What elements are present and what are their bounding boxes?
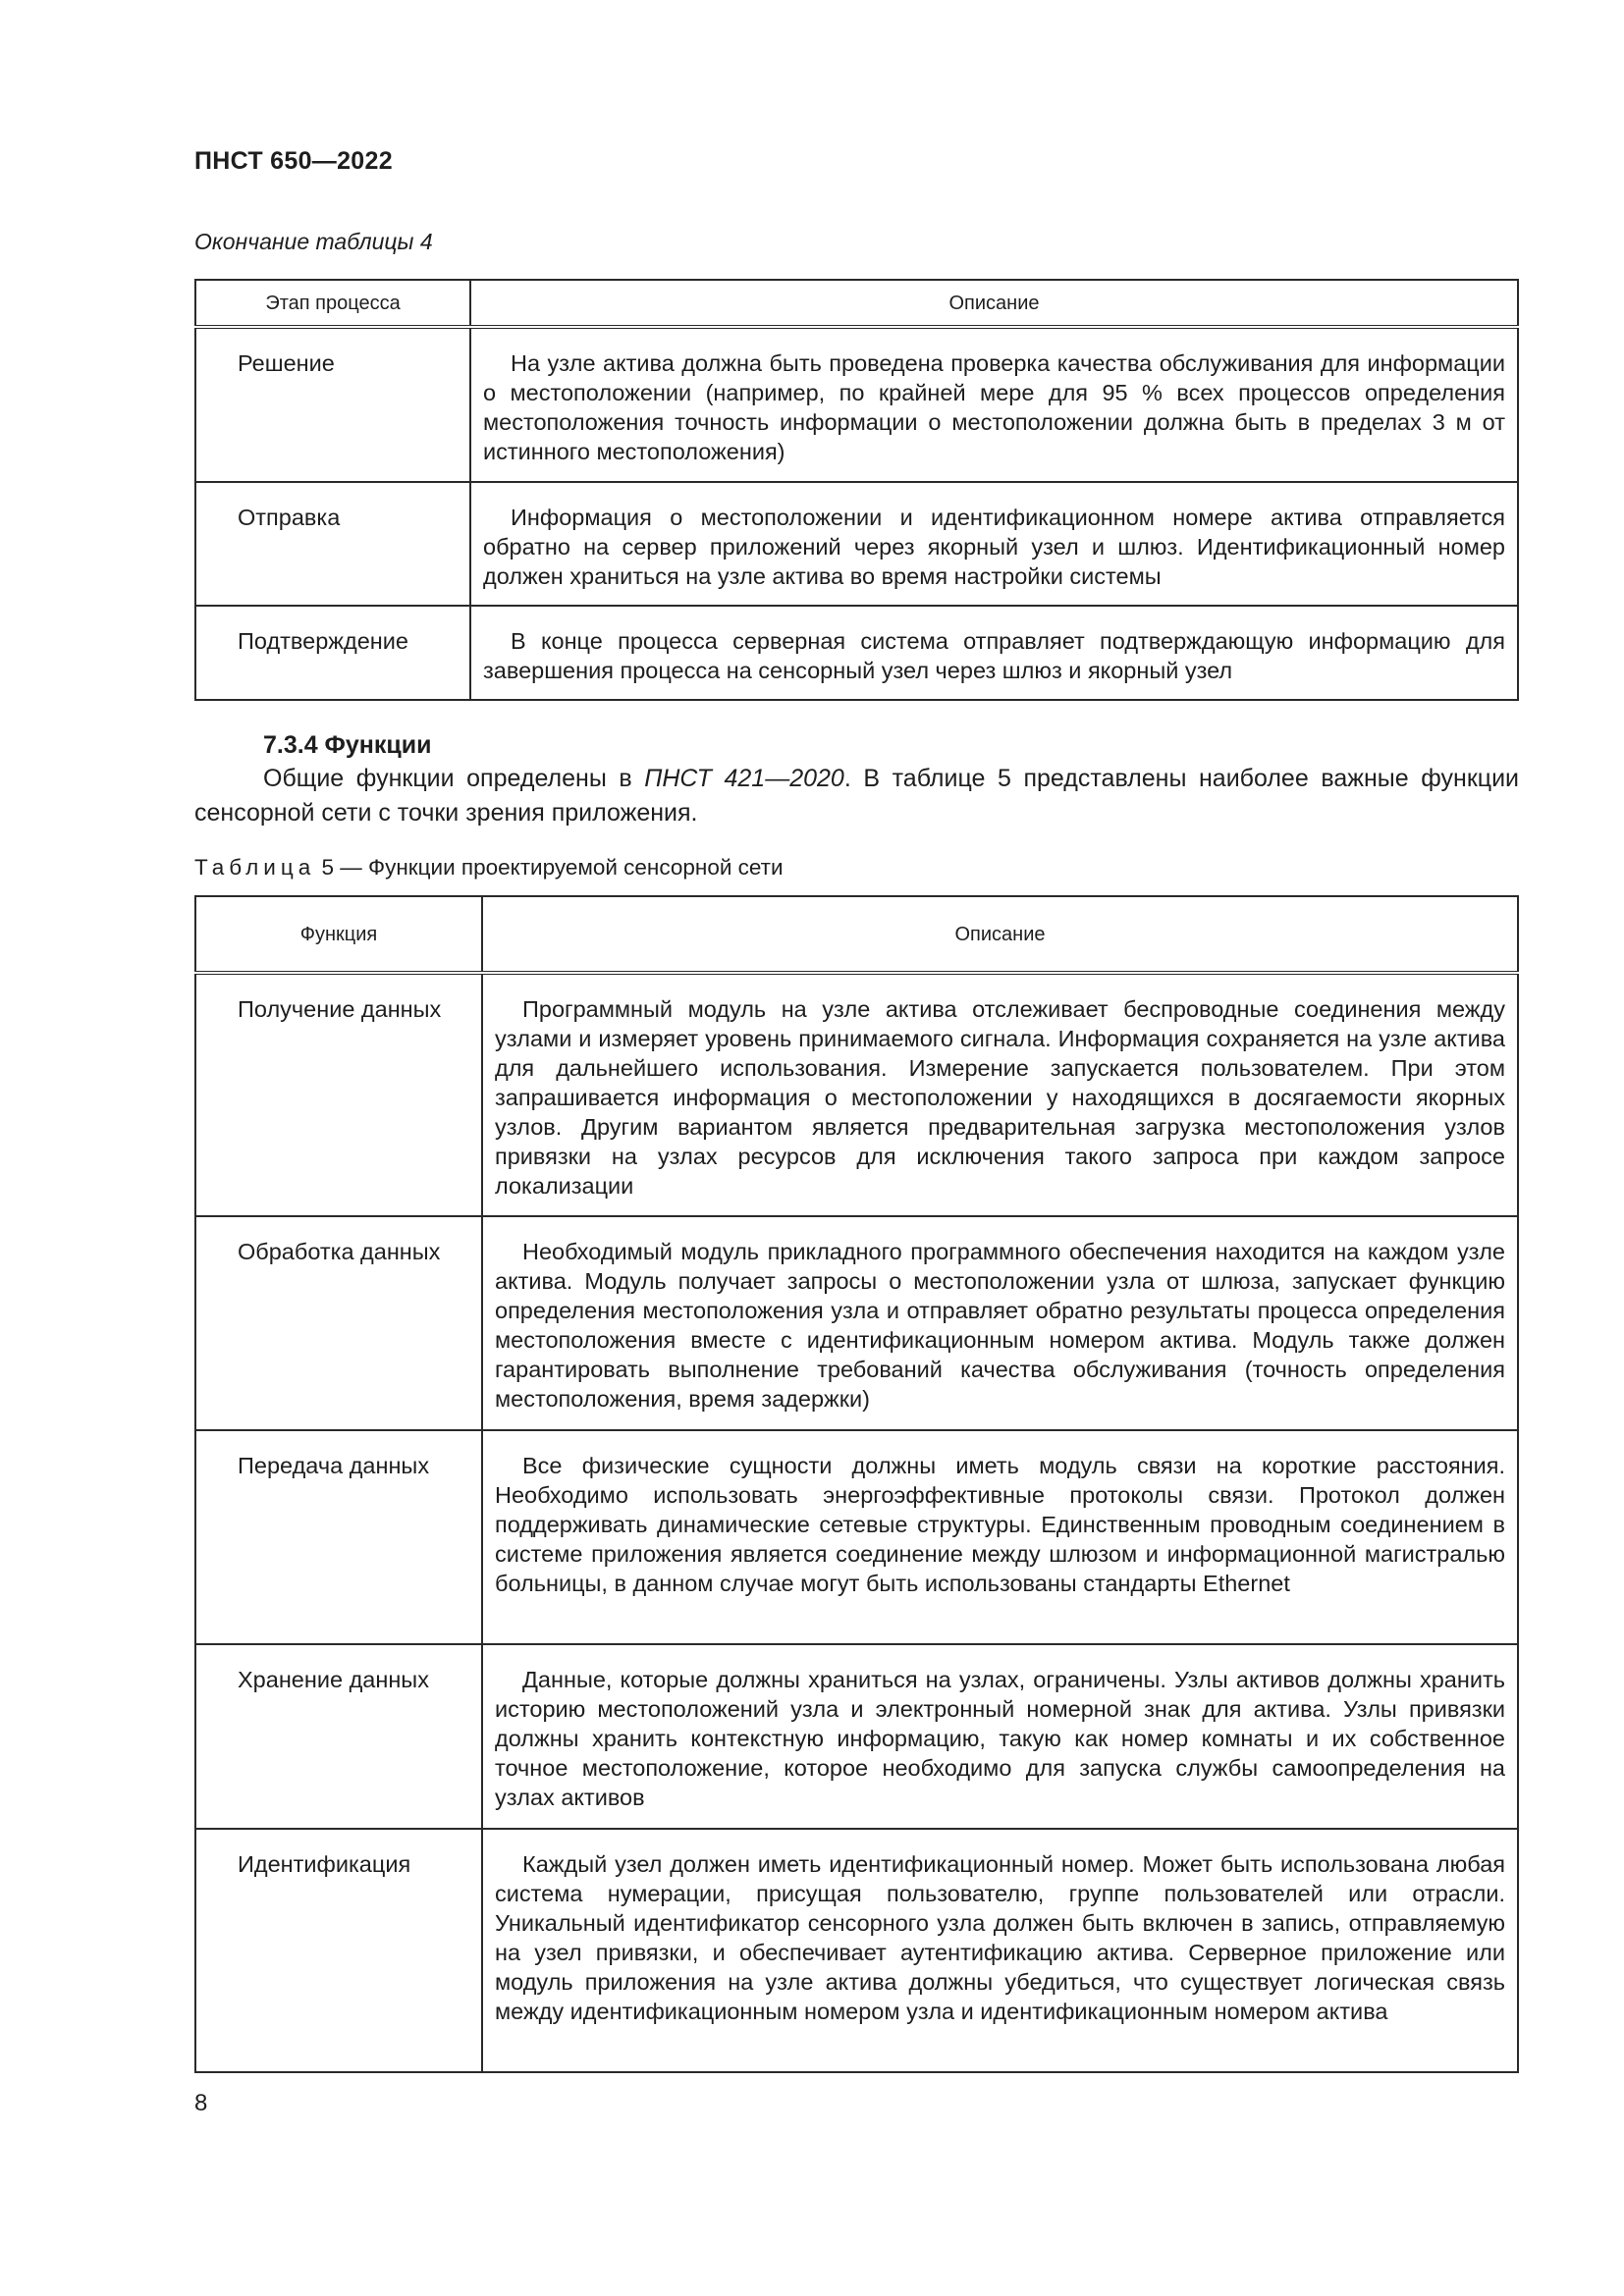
table5-caption [194,855,784,881]
table5-column-header-description: Описание [482,896,1518,973]
table-row [195,973,1518,1216]
paragraph-text: . В таблице 5 представлены наиболее важные функции сенсорной сети с точки зрения приложения. [194,765,1520,827]
table-row [195,482,1518,606]
table-4 [194,279,1519,701]
table5-header-row [195,896,1518,973]
table5-function-cell: Хранение данных [195,1644,482,1829]
table4-description-cell: Информация о местоположении и идентификационном номере актива отправляется обратно на сервер приложений через якорный узел и шлюз. Идентификационный номер должен храниться на узле актива во время настройки системы [470,482,1518,606]
table5-function-cell: Передача данных [195,1430,482,1644]
table5-caption-label: Таблица [194,855,316,880]
table5-column-header-function: Функция [195,896,482,973]
table-row [195,1644,1518,1829]
table5-function-cell: Идентификация [195,1829,482,2072]
page-number: 8 [194,2090,208,2116]
table-row [195,1430,1518,1644]
table5-description-cell: Данные, которые должны храниться на узлах, ограничены. Узлы активов должны хранить историю местоположений узла и электронный номерной знак для актива. Узлы привязки должны хранить контекстную информацию, такую как номер комнаты и их собственное точное местоположение, которое необходимо для запуска службы самоопределения на узлах активов [482,1644,1518,1829]
table4-stage-cell: Решение [195,327,470,482]
table4-description-cell: На узле актива должна быть проведена проверка качества обслуживания для информации о местоположении (например, по крайней мере для 95 % всех процессов определения местоположения точность информации о местоположении должна быть в пределах 3 м от истинного местоположения) [470,327,1518,482]
table-5 [194,895,1519,2073]
table4-description-cell: В конце процесса серверная система отправляет подтверждающую информацию для завершения процесса на сенсорный узел через шлюз и якорный узел [470,606,1518,700]
table4-column-header-description: Описание [470,280,1518,327]
table4-column-header-stage: Этап процесса [195,280,470,327]
table5-description-cell: Программный модуль на узле актива отслеживает беспроводные соединения между узлами и измеряет уровень принимаемого сигнала. Информация сохраняется на узле актива для дальнейшего использования. Измерение запускается пользователем. При этом запрашивается информация о местоположении у находящихся в досягаемости якорных узлов. Другим вариантом является предварительная загрузка местоположения узлов привязки на узлах ресурсов для исключения такого запроса при каждом запросе локализации [482,973,1518,1216]
table-row [195,327,1518,482]
table4-header-row [195,280,1518,327]
paragraph-text: Общие функции определены в [263,765,645,792]
document-code: ПНСТ 650—2022 [194,147,393,175]
table5-function-cell: Обработка данных [195,1216,482,1430]
table-row [195,606,1518,700]
table5-description-cell: Все физические сущности должны иметь модуль связи на короткие расстояния. Необходимо использовать энергоэффективные протоколы связи. Протокол должен поддерживать динамические сетевые структуры. Единственным проводным соединением в системе приложения является соединение между шлюзом и информационной магистралью больницы, в данном случае могут быть использованы стандарты Ethernet [482,1430,1518,1644]
table-row [195,1829,1518,2072]
table4-stage-cell: Подтверждение [195,606,470,700]
section-heading: 7.3.4 Функции [263,731,432,759]
table4-continuation-caption: Окончание таблицы 4 [194,229,433,254]
table-row [195,1216,1518,1430]
table5-function-cell: Получение данных [195,973,482,1216]
table5-caption-text: 5 — Функции проектируемой сенсорной сети [315,855,784,880]
table4-stage-cell: Отправка [195,482,470,606]
table5-description-cell: Необходимый модуль прикладного программного обеспечения находится на каждом узле актива. Модуль получает запросы о местоположении узла от шлюза, запускает функцию определения местоположения узла и отправляет обратно результаты процесса определения местоположения вместе с идентификационным номером актива. Модуль также должен гарантировать выполнение требований качества обслуживания (точность определения местоположения, время задержки) [482,1216,1518,1430]
standard-reference: ПНСТ 421—2020 [644,765,844,792]
section-paragraph [194,762,1519,830]
table5-description-cell: Каждый узел должен иметь идентификационный номер. Может быть использована любая система нумерации, присущая пользователю, группе пользователей или отрасли. Уникальный идентификатор сенсорного узла должен быть включен в запись, отправляемую на узел привязки, и обеспечивает аутентификацию актива. Серверное приложение или модуль приложения на узле актива должны убедиться, что существует логическая связь между идентификационным номером узла и идентификационным номером актива [482,1829,1518,2072]
